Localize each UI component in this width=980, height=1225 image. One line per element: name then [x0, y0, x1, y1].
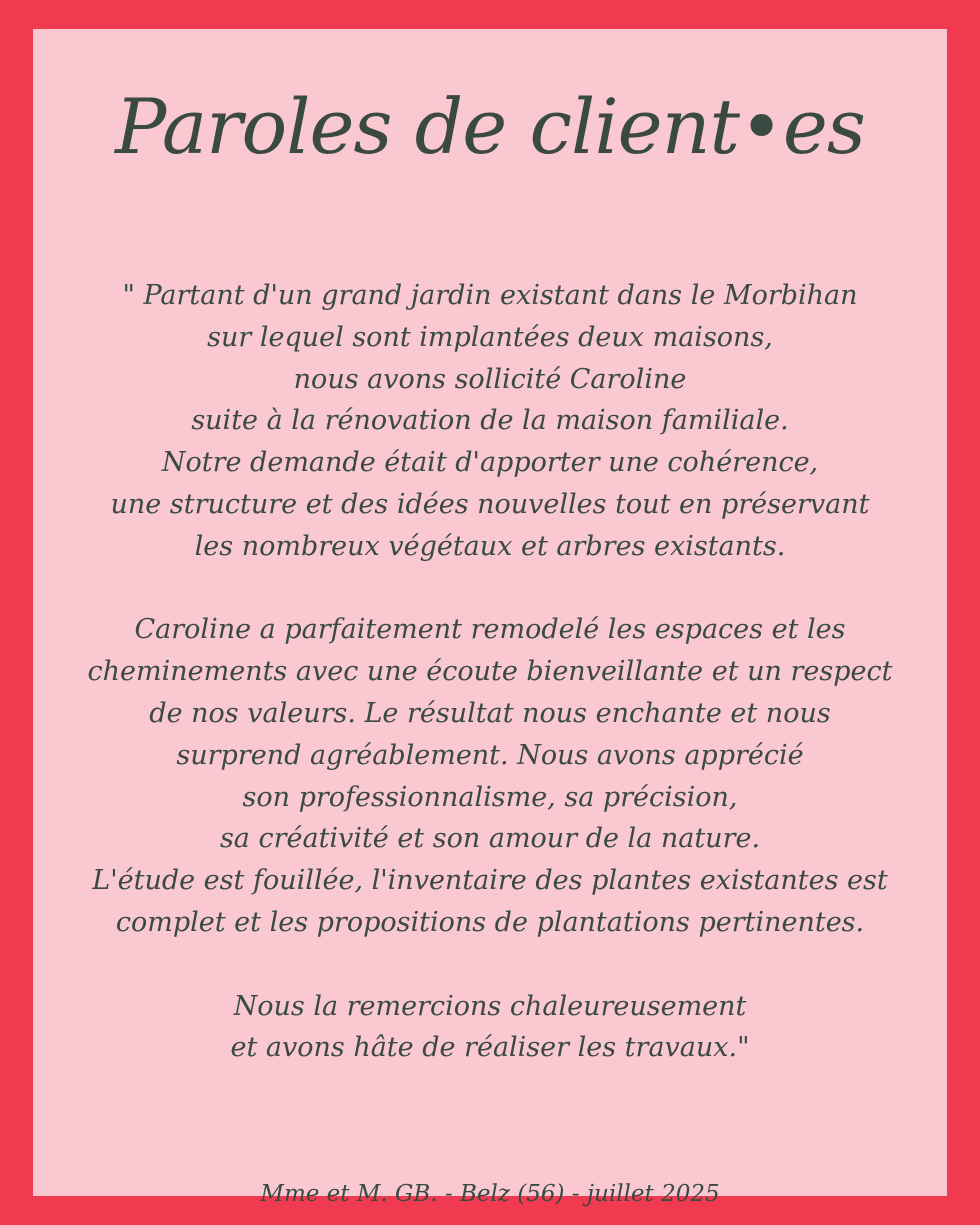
testimonial-line: de nos valeurs. Le résultat nous enchante et nous — [149, 697, 831, 729]
testimonial-line: Nous la remercions chaleureusement — [233, 990, 747, 1022]
testimonial-line: nous avons sollicité Caroline — [293, 363, 687, 395]
testimonial-line: complet et les propositions de plantations pertinentes. — [115, 906, 865, 938]
testimonial-line: Notre demande était d'apporter une cohérence, — [161, 447, 819, 479]
testimonial-line: L'étude est fouillée, l'inventaire des plantes existantes est — [92, 865, 888, 897]
testimonial-line: " Partant d'un grand jardin existant dans le Morbihan — [122, 280, 858, 311]
testimonial-line: une structure et des idées nouvelles tout en préservant — [110, 488, 870, 520]
paragraph-gap — [33, 568, 947, 610]
testimonial-line: cheminements avec une écoute bienveillante et un respect — [87, 656, 893, 688]
testimonial-line: son professionnalisme, sa précision, — [242, 781, 738, 813]
testimonial-line: sur lequel sont implantées deux maisons, — [207, 321, 773, 353]
testimonial-line: et avons hâte de réaliser les travaux." — [230, 1032, 750, 1064]
testimonial-line: suite à la rénovation de la maison familiale. — [191, 405, 789, 437]
page-title: Paroles de client•es — [115, 82, 865, 171]
testimonial-line: surprend agréablement. Nous avons apprécié — [176, 739, 804, 771]
testimonial-text — [33, 275, 947, 1069]
paragraph-gap — [33, 944, 947, 986]
testimonial-card — [33, 29, 947, 1207]
signature: Mme et M. GB. - Belz (56) - juillet 2025 — [260, 1181, 720, 1207]
testimonial-line: les nombreux végétaux et arbres existants. — [194, 530, 786, 562]
testimonial-line: Caroline a parfaitement remodelé les espaces et les — [134, 614, 846, 646]
testimonial-line: sa créativité et son amour de la nature. — [219, 823, 761, 855]
